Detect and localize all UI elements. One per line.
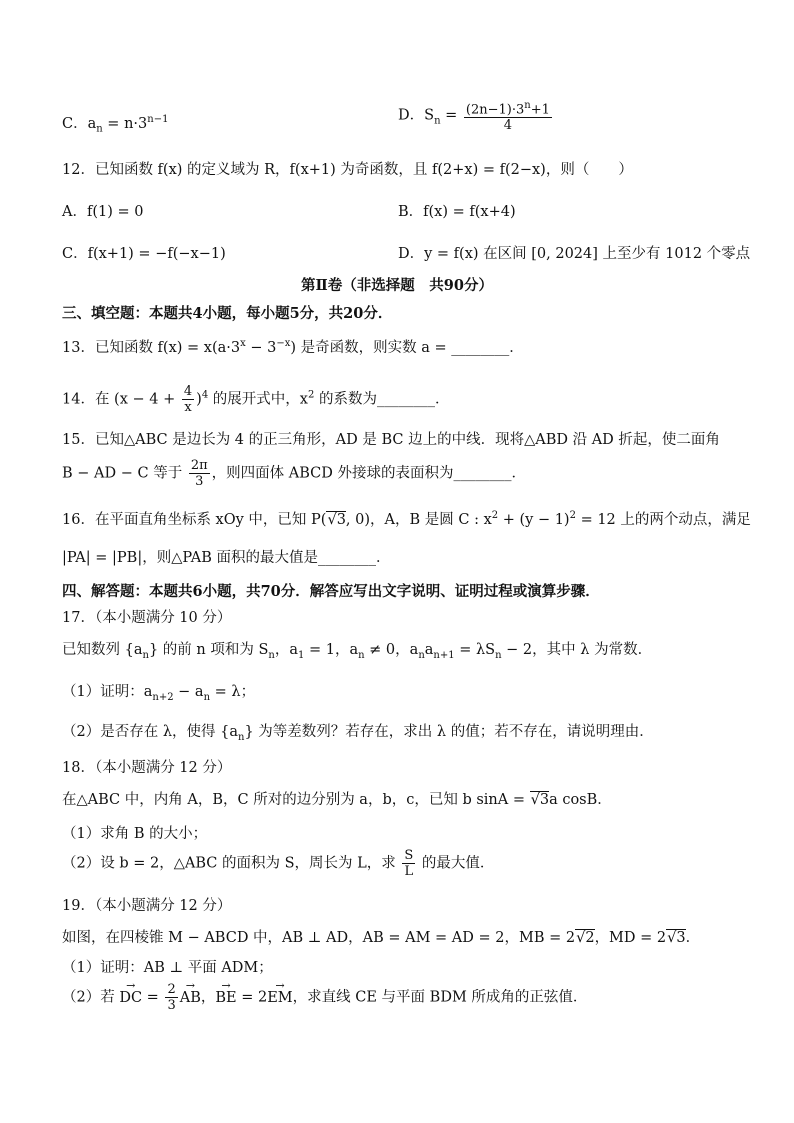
part2-title: 第Ⅱ卷（非选择题 共90分）: [301, 277, 493, 294]
q19-part2: （2）若 → DC = $\frac{2}{3}$ → AB，→ BE = 2→ EM，求直线 CE 与平面 BDM 所成角的正弦值．: [62, 982, 587, 1013]
q18-stem: 在△ABC 中，内角 A，B，C 所对的边分别为 a，b，c，已知 b sinA = √3a cosB．: [62, 792, 612, 808]
q19-head: 19．（本小题满分 12 分）: [62, 898, 232, 914]
q18-part1: （1）求角 B 的大小；: [62, 826, 208, 842]
q15-line2: B − AD − C 等于 $\frac{2\pi}{3}$ ，则四面体 ABCD 外接球的表面积为________．: [62, 458, 526, 489]
q17-head: 17．（本小题满分 10 分）: [62, 610, 232, 626]
q12-option-b: B．f(x) = f(x+4): [398, 204, 516, 220]
q14: 14．在 (x − 4 + $\frac{4}{x}$ )$^4$ 的展开式中，$x^2$ 的系数为________．: [62, 384, 450, 415]
q17-part2: （2）是否存在 λ，使得 $\{a_n\}$ 为等差数列？若存在，求出 λ 的值；若不存在，请说明理由．: [62, 724, 654, 743]
q12-option-a: A．f(1) = 0: [62, 204, 144, 220]
q16-line2: |PA| = |PB|，则△PAB 面积的最大值是________．: [62, 550, 391, 566]
q11-option-c: C．$a_n = n\cdot 3^{n-1}$: [62, 114, 169, 135]
q15-line1: 15．已知△ABC 是边长为 4 的正三角形，AD 是 BC 边上的中线．现将△ABD 沿 AD 折起，使二面角: [62, 432, 720, 448]
q11-option-d: D．$S_n$ = $\frac{(2n-1)\cdot 3^n+1}{4}$: [398, 100, 550, 134]
q18-head: 18．（本小题满分 12 分）: [62, 760, 232, 776]
q19-part1: （1）证明：AB ⊥ 平面 ADM；: [62, 960, 273, 976]
q13: 13．已知函数 $f(x) = x(a\cdot 3^x - 3^{-x})$ 是奇函数，则实数 a = ________．: [62, 338, 524, 356]
q18-part2: （2）设 b = 2，△ABC 的面积为 S，周长为 L，求 $\frac{S}{L}$ 的最大值．: [62, 848, 495, 879]
q16-line1: 16．在平面直角坐标系 xOy 中，已知 P(√3, 0)，A，B 是圆 C : $x^2 + (y - 1)^2 = 12$ 上的两个动点，满足: [62, 510, 751, 528]
q12-option-c: C．f(x+1) = −f(−x−1): [62, 246, 226, 262]
q19-stem: 如图，在四棱锥 M − ABCD 中，AB ⊥ AD，AB = AM = AD = 2，MB = 2√2，MD = 2√3．: [62, 930, 701, 946]
section4-title: 四、解答题：本题共6小题，共70分．解答应写出文字说明、证明过程或演算步骤．: [62, 583, 600, 600]
q17-stem: 已知数列 $\{a_n\}$ 的前 n 项和为 $S_n$，$a_1 = 1$，$a_n \ne 0$，$a_na_{n+1} = \lambda S_n - 2$，其中 λ 为常数．: [62, 642, 653, 661]
q17-part1: （1）证明：$a_{n+2} - a_n = \lambda$；: [62, 684, 256, 703]
q12-stem: 12．已知函数 f(x) 的定义域为 R，f(x+1) 为奇函数，且 f(2+x) = f(2−x)，则（ ）: [62, 162, 633, 178]
section3-title: 三、填空题：本题共4小题，每小题5分，共20分．: [62, 305, 393, 322]
q12-option-d: D．y = f(x) 在区间 [0, 2024] 上至少有 1012 个零点: [398, 246, 751, 262]
